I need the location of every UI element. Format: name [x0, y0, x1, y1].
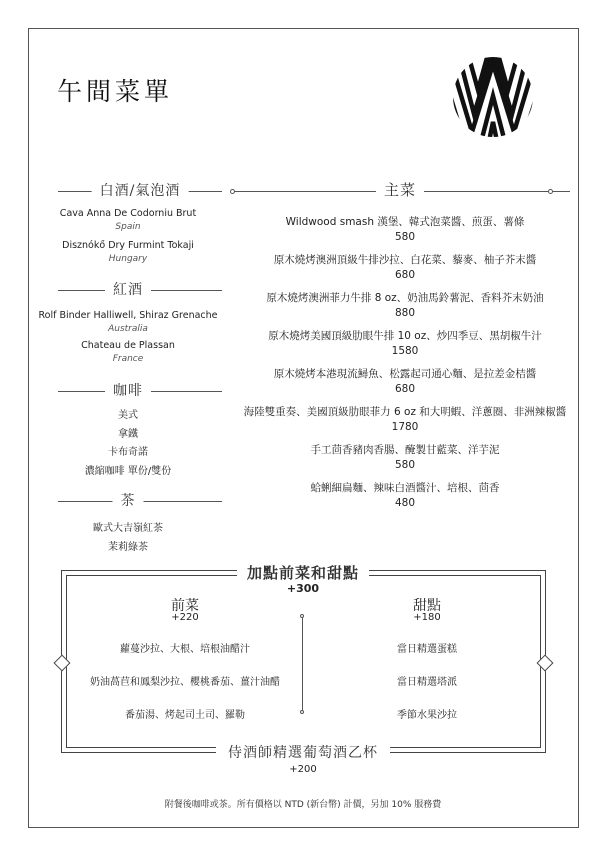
- main-dish-name: 原木燒烤澳洲菲力牛排 8 oz、奶油馬鈴薯泥、香料芥末奶油: [266, 292, 544, 304]
- starters-price: +220: [171, 612, 199, 623]
- logo-icon: [452, 56, 534, 138]
- desserts-price: +180: [413, 612, 441, 623]
- dessert-item: 季節水果沙拉: [397, 710, 457, 721]
- main-dish-name: 蛤蜊細扁麵、辣味白酒醬汁、培根、茴香: [310, 482, 500, 494]
- mains-heading: 主菜: [376, 181, 424, 199]
- desserts-heading: 甜點: [413, 598, 441, 614]
- tea-item: 茉莉綠茶: [108, 541, 148, 553]
- wine-origin: Spain: [115, 222, 141, 232]
- wine-origin: France: [112, 354, 144, 364]
- wine-origin: Australia: [108, 324, 148, 334]
- white-wine-heading: 白酒/氣泡酒: [92, 182, 189, 200]
- coffee-item: 美式: [118, 410, 138, 421]
- main-dish-price: 1780: [391, 421, 419, 433]
- main-dish-price: 880: [394, 307, 416, 319]
- starters-heading: 前菜: [171, 598, 199, 614]
- coffee-item: 卡布奇諾: [108, 447, 148, 458]
- wine-name: Disznókő Dry Furmint Tokaji: [62, 240, 194, 251]
- main-dish-price: 680: [394, 269, 416, 281]
- main-dish-name: 原木燒烤澳洲頂級牛排沙拉、白花菜、藜麥、柚子芥末醬: [273, 254, 537, 266]
- wine-name: Rolf Binder Halliwell, Shiraz Grenache: [38, 310, 218, 321]
- main-dish-price: 480: [394, 497, 416, 509]
- sommelier-heading: 侍酒師精選葡萄酒乙杯: [216, 744, 390, 762]
- main-dish-name: 原木燒烤本港現流鱘魚、松露起司通心麵、是拉差金桔醬: [273, 368, 537, 380]
- page-title: 午間菜單: [57, 77, 174, 106]
- coffee-item: 濃縮咖啡 單份/雙份: [84, 465, 172, 477]
- main-dish-name: 海陸雙重奏、美國頂級肋眼菲力 6 oz 和大明蝦、洋蔥圈、非洲辣椒醬: [243, 406, 567, 418]
- starter-item: 蘿蔓沙拉、大根、培根油醋汁: [120, 644, 250, 655]
- main-dish-price: 580: [394, 231, 416, 243]
- sommelier-price: +200: [289, 764, 317, 775]
- main-dish-price: 680: [394, 383, 416, 395]
- main-dish-name: Wildwood smash 漢堡、韓式泡菜醬、煎蛋、薯條: [285, 216, 525, 228]
- red-wine-heading: 紅酒: [105, 281, 151, 299]
- wine-name: Chateau de Plassan: [81, 340, 175, 351]
- main-dish-name: 原木燒烤美國頂級肋眼牛排 10 oz、炒四季豆、黑胡椒牛汁: [268, 330, 542, 342]
- dessert-item: 當日精選蛋糕: [397, 644, 457, 655]
- wine-name: Cava Anna De Codorniu Brut: [59, 208, 197, 219]
- main-dish-name: 手工茴香豬肉香腸、醃製甘藍菜、洋芋泥: [310, 444, 500, 456]
- addon-price: +300: [286, 582, 320, 595]
- addon-heading: 加點前菜和甜點: [237, 564, 369, 582]
- footer-note: 附餐後咖啡或茶。所有價格以 NTD (新台幣) 計價，另加 10% 服務費: [164, 800, 442, 810]
- wine-origin: Hungary: [108, 254, 148, 264]
- coffee-heading: 咖啡: [105, 382, 151, 400]
- main-dish-price: 580: [394, 459, 416, 471]
- starter-item: 番茄湯、烤起司土司、羅勒: [125, 710, 245, 721]
- starter-item: 奶油萵苣和鳳梨沙拉、櫻桃番茄、薑汁油醋: [90, 677, 280, 688]
- coffee-item: 拿鐵: [118, 428, 138, 440]
- dessert-item: 當日精選塔派: [397, 677, 457, 688]
- main-dish-price: 1580: [391, 345, 419, 357]
- mains-list: [244, 214, 567, 511]
- tea-item: 歐式大吉嶺紅茶: [93, 523, 163, 534]
- tea-heading: 茶: [113, 492, 144, 510]
